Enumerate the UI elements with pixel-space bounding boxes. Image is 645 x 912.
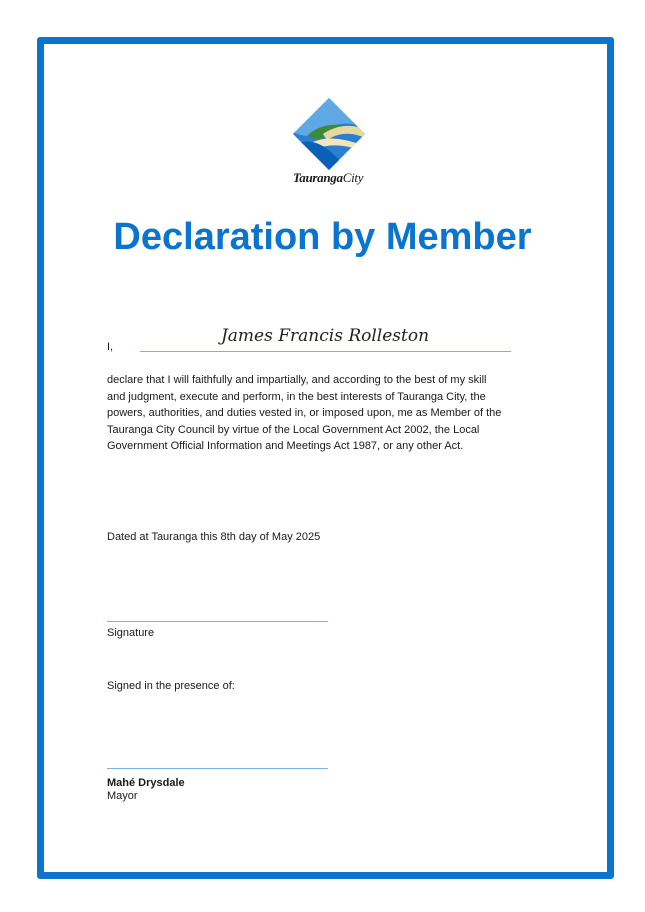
- dated-line: Dated at Tauranga this 8th day of May 2025: [107, 531, 321, 543]
- declarant-prefix: I,: [107, 341, 114, 353]
- declarant-name: James Francis Rolleston: [220, 326, 430, 346]
- witness-name: Mahé Drysdale: [107, 777, 185, 789]
- signature-label: Signature: [107, 627, 155, 639]
- logo-word-city: City: [342, 170, 364, 185]
- declaration-text: declare that I will faithfully and impartially, and according to the best of my skill and judgment, execute and perform, in the best interests of Tauranga City, the powers, authorities, and duties vested in, or imposed upon, me as Member of the Tauranga City Council by virtue of the Local Government Act 2002, the Local Government Official Information and Meetings Act 1987, or any other Act.: [107, 374, 502, 452]
- logo-word-main: Tauranga: [292, 170, 343, 185]
- name-underline: [140, 351, 511, 352]
- logo-wordmark: [276, 170, 380, 186]
- witness-signature-line: [107, 768, 328, 769]
- witness-title: Mayor: [107, 790, 138, 802]
- presence-label: Signed in the presence of:: [107, 680, 235, 692]
- tauranga-city-logo-icon: [293, 98, 365, 170]
- signature-line: [107, 621, 328, 622]
- page-title: Declaration by Member: [113, 216, 532, 258]
- council-logo: [276, 98, 380, 190]
